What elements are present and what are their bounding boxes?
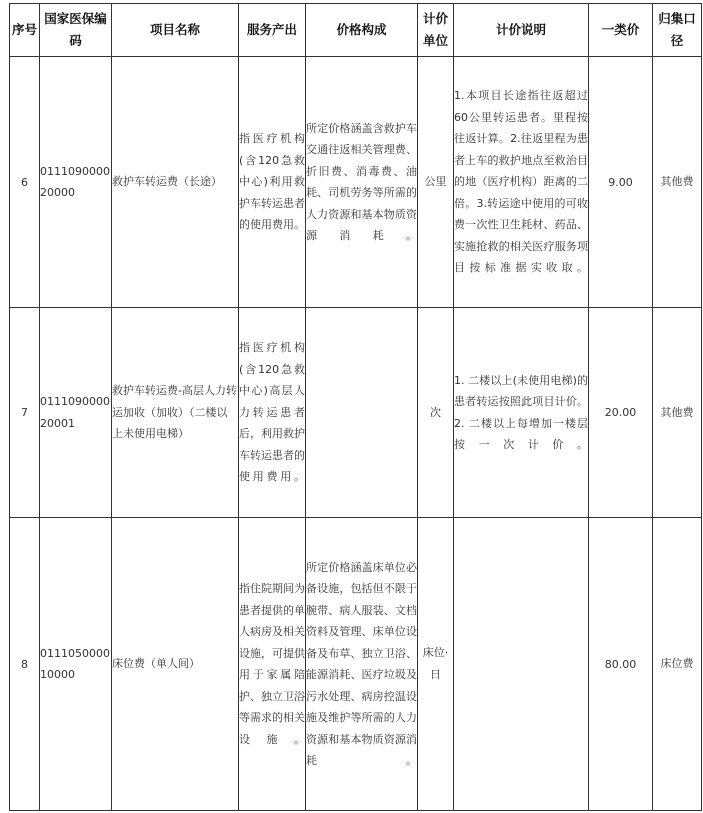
header-output: 服务产出 bbox=[239, 4, 306, 57]
table-row bbox=[10, 308, 702, 518]
row-output: 指医疗机构(含120急救中心)利用救护车转运患者的使用费用。 bbox=[239, 57, 306, 308]
header-category: 归集口径 bbox=[653, 4, 702, 57]
row-unit: 公里 bbox=[418, 57, 454, 308]
row-name: 床位费（单人间） bbox=[112, 518, 239, 811]
row-price: 9.00 bbox=[589, 57, 653, 308]
row-output: 指住院期间为患者提供的单人病房及相关设施，可提供用于家属陪护、独立卫浴等需求的相关设施。 bbox=[239, 518, 306, 811]
row-composition bbox=[306, 308, 418, 518]
row-note bbox=[454, 518, 589, 811]
table-row bbox=[10, 518, 702, 811]
row-code: 011109000020000 bbox=[40, 57, 112, 308]
row-category: 其他费 bbox=[653, 57, 702, 308]
row-seq: 7 bbox=[10, 308, 40, 518]
header-seq: 序号 bbox=[10, 4, 40, 57]
row-category: 床位费 bbox=[653, 518, 702, 811]
row-note: 1. 二楼以上(未使用电梯)的患者转运按照此项目计价。2. 二楼以上每增加一楼层按一次计价。 bbox=[454, 308, 589, 518]
row-code: 011109000020001 bbox=[40, 308, 112, 518]
row-unit: 次 bbox=[418, 308, 454, 518]
row-name: 救护车转运费-高层人力转运加收（加收）（二楼以上未使用电梯） bbox=[112, 308, 239, 518]
header-row bbox=[10, 4, 702, 57]
header-note: 计价说明 bbox=[454, 4, 589, 57]
header-name: 项目名称 bbox=[112, 4, 239, 57]
row-category: 其他费 bbox=[653, 308, 702, 518]
header-code: 国家医保编码 bbox=[40, 4, 112, 57]
header-price: 一类价 bbox=[589, 4, 653, 57]
row-unit: 床位·日 bbox=[418, 518, 454, 811]
row-price: 20.00 bbox=[589, 308, 653, 518]
row-code: 011105000010000 bbox=[40, 518, 112, 811]
row-seq: 8 bbox=[10, 518, 40, 811]
row-output: 指医疗机构(含120急救中心)高层人力转运患者后，利用救护车转运患者的使用费用。 bbox=[239, 308, 306, 518]
row-name: 救护车转运费（长途） bbox=[112, 57, 239, 308]
row-composition: 所定价格涵盖床单位必备设施，包括但不限于腕带、病人服装、文档资料及管理、床单位设备及布草、独立卫浴、能源消耗、医疗垃圾及污水处理、病房控温设施及维护等所需的人力资源和基本物质资源消耗。 bbox=[306, 518, 418, 811]
row-price: 80.00 bbox=[589, 518, 653, 811]
pricing-table bbox=[9, 3, 702, 811]
header-composition: 价格构成 bbox=[306, 4, 418, 57]
table-row bbox=[10, 57, 702, 308]
header-unit: 计价单位 bbox=[418, 4, 454, 57]
row-composition: 所定价格涵盖含救护车交通往返相关管理费、折旧费、消毒费、油耗、司机劳务等所需的人力资源和基本物质资源消耗。 bbox=[306, 57, 418, 308]
row-seq: 6 bbox=[10, 57, 40, 308]
row-note: 1.本项目长途指往返超过60公里转运患者。里程按往返计算。2.往返里程为患者上车的救护地点至救治目的地（医疗机构）距离的二倍。3.转运途中使用的可收费一次性卫生耗材、药品、实施抢救的相关医疗服务项目按标准据实收取。 bbox=[454, 57, 589, 308]
